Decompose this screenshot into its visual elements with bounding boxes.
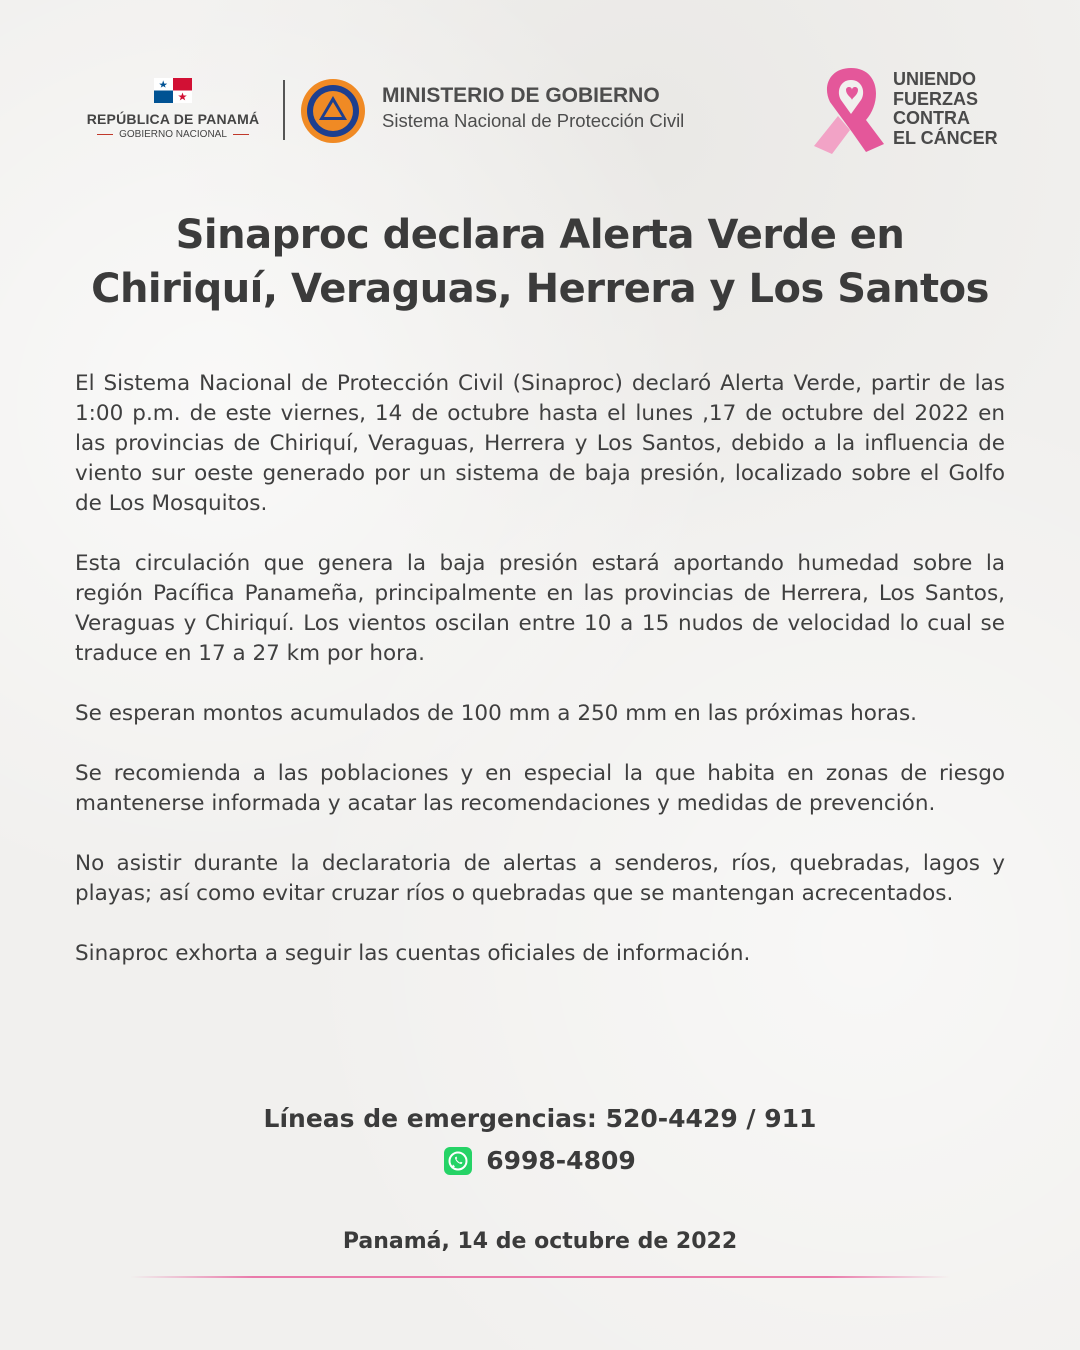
paragraph: Sinaproc exhorta a seguir las cuentas oficiales de información. — [75, 941, 751, 966]
civil-protection-seal-icon — [300, 78, 366, 144]
campaign-line: FUERZAS — [893, 88, 978, 109]
whatsapp-contact — [0, 1146, 1080, 1175]
divider — [233, 134, 249, 136]
header — [0, 0, 1080, 180]
press-release-body — [75, 369, 1005, 999]
paragraph: Se esperan montos acumulados de 100 mm a 250 mm en las próximas horas. — [75, 701, 917, 726]
campaign-line: CONTRA — [893, 108, 970, 128]
dateline: Panamá, 14 de octubre de 2022 — [342, 1229, 738, 1254]
ministry-title: MINISTERIO DE GOBIERNO — [382, 84, 660, 107]
headline-line-2: Chiriquí, Veraguas, Herrera y Los Santos — [91, 266, 989, 312]
paragraph: Esta circulación que genera la baja presión estará aportando humedad sobre la región Pacífica Panameña, principalmente en las provincias de Herrera, Los Santos, Veraguas y Chiriquí. Los vientos oscilan entre 10 a 15 nudos de velocidad lo cual se traduce en 17 a 27 km por hora. — [75, 551, 1005, 666]
campaign-line: UNIENDO — [893, 69, 977, 89]
header-divider — [283, 80, 285, 140]
whatsapp-icon — [444, 1147, 472, 1175]
paragraph: No asistir durante la declaratoria de alertas a senderos, ríos, quebradas, lagos y playas; así como evitar cruzar ríos o quebradas que se mantengan acrecentados. — [75, 851, 1005, 906]
campaign-line: EL CÁNCER — [893, 127, 998, 148]
campaign-title — [893, 70, 998, 148]
paragraph: El Sistema Nacional de Protección Civil (Sinaproc) declaró Alerta Verde, partir de las 1:00 p.m. de este viernes, 14 de octubre hasta el lunes ,17 de octubre del 2022 en las provincias de Chiriquí, Veraguas, Herrera y Los Santos, debido a la influencia de viento sur oeste generado por un sistema de baja presión, localizado sobre el Golfo de Los Mosquitos. — [75, 371, 1005, 516]
divider — [97, 134, 113, 136]
ministry-subtitle: Sistema Nacional de Protección Civil — [382, 110, 685, 131]
paragraph: Se recomienda a las poblaciones y en especial la que habita en zonas de riesgo mantenerse informada y acatar las recomendaciones y medidas de prevención. — [75, 761, 1005, 816]
republic-title: REPÚBLICA DE PANAMÁ — [86, 111, 260, 127]
headline — [40, 208, 1040, 316]
pink-ribbon-icon — [808, 60, 894, 164]
republic-subtitle-text: GOBIERNO NACIONAL — [119, 129, 227, 140]
footer-rule — [130, 1276, 950, 1278]
emergency-lines: Líneas de emergencias: 520-4429 / 911 — [263, 1104, 817, 1133]
republic-subtitle — [78, 129, 268, 140]
republic-logo — [78, 78, 268, 140]
whatsapp-number: 6998-4809 — [486, 1146, 636, 1175]
headline-line-1: Sinaproc declara Alerta Verde en — [175, 212, 905, 258]
panama-flag-icon — [154, 78, 192, 103]
